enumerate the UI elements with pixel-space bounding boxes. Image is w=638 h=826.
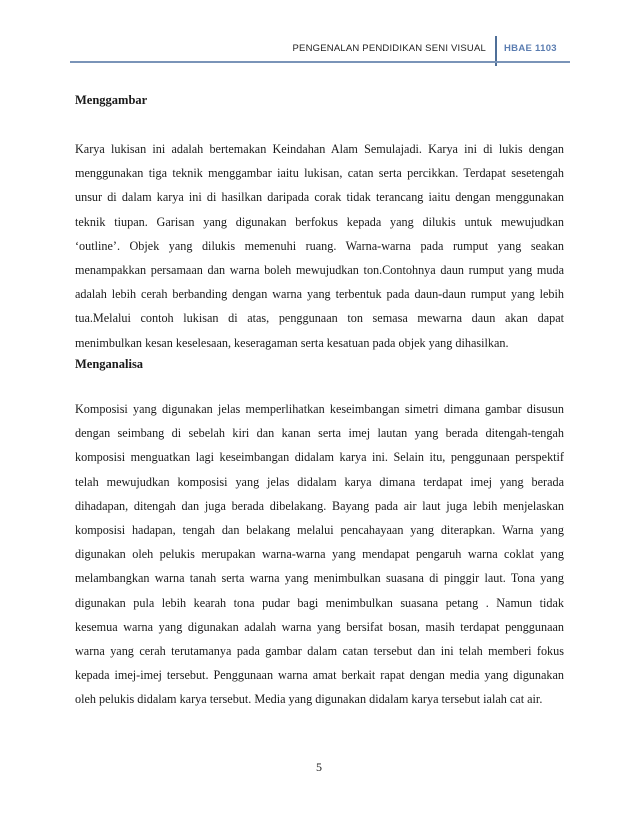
header-title: PENGENALAN PENDIDIKAN SENI VISUAL [292,43,486,54]
text-line: digunakan pula lebih kearah tona pudar bagi menimbulkan suasana petang . Namun tidak [75,595,564,610]
text-line: menampakkan persamaan dan warna boleh mewujudkan ton.Contohnya daun rumput yang muda [75,263,564,278]
header-rule [70,61,570,63]
text-line: menimbulkan kesan keselesaan, keseragaman serta kesatuan pada objek yang dihasilkan. [75,335,509,350]
section-heading-menganalisa: Menganalisa [75,357,144,371]
page-header [0,36,638,70]
text-line: kepada imej-imej tersebut. Penggunaan warna amat berkait rapat dengan media yang digunakan [75,668,564,683]
text-line: kesemua warna yang digunakan adalah warna yang bersifat bosan, masih terdapat penggunaan [75,619,564,634]
text-line: komposisi hadapan, tengah dan belakang melalui pencahayaan yang diterapkan. Warna yang [75,523,564,538]
text-line: dihadapan, ditengah dan juga berada dibelakang. Bayang pada air laut juga lebih menjelaskan [75,498,564,513]
text-line: melambangkan warna tanah serta warna yang menimbulkan suasana di pinggir laut. Tona yang [75,571,564,586]
text-line: menggunakan tiga teknik menggambar iaitu lukisan, catan serta percikkan. Terdapat sesetengah [75,166,564,181]
text-line: tua.Melalui contoh lukisan di atas, penggunaan ton semasa mewarna daun akan dapat [75,311,564,326]
text-line: telah mewujudkan komposisi yang jelas didalam karya dimana terdapat imej yang berada [75,474,564,489]
text-line: digunakan oleh pelukis merupakan warna-warna yang mendapat pengaruh warna coklat yang [75,547,564,562]
text-line: Komposisi yang digunakan jelas memperlihatkan keseimbangan simetri dimana gambar disusun [75,402,564,416]
text-line: unsur di dalam karya ini di hasilkan daripada corak tidak terancang iaitu dengan menggunakan [75,190,564,205]
course-code: HBAE 1103 [504,43,557,54]
text-line: komposisi menguatkan lagi keseimbangan didalam karya ini. Selain itu, penggunaan perspektif [75,450,564,465]
text-line: oleh pelukis didalam karya tersebut. Media yang digunakan didalam karya tersebut ialah cat air. [75,692,543,707]
section-heading-menggambar: Menggambar [75,93,148,107]
text-line: dengan seimbang di sebelah kiri dan kanan serta imej lautan yang berada ditengah-tengah [75,426,564,441]
paragraph-menganalisa [75,397,564,712]
paragraph-menggambar [75,137,564,355]
text-line: adalah lebih cerah berbanding dengan warna yang terbentuk pada daun-daun rumput yang lebih [75,287,564,302]
text-line: ‘outline’. Objek yang dilukis memenuhi ruang. Warna-warna pada rumput yang seakan [75,238,564,253]
text-line: teknik tiupan. Garisan yang digunakan berfokus kepada yang dilukis untuk mewujudkan [75,214,564,229]
text-line: warna yang cerah terutamanya pada gambar dalam catan tersebut dan ini telah memberi fokus [75,644,564,659]
page-number: 5 [316,760,322,774]
text-line: Karya lukisan ini adalah bertemakan Keindahan Alam Semulajadi. Karya ini di lukis dengan [75,142,564,156]
